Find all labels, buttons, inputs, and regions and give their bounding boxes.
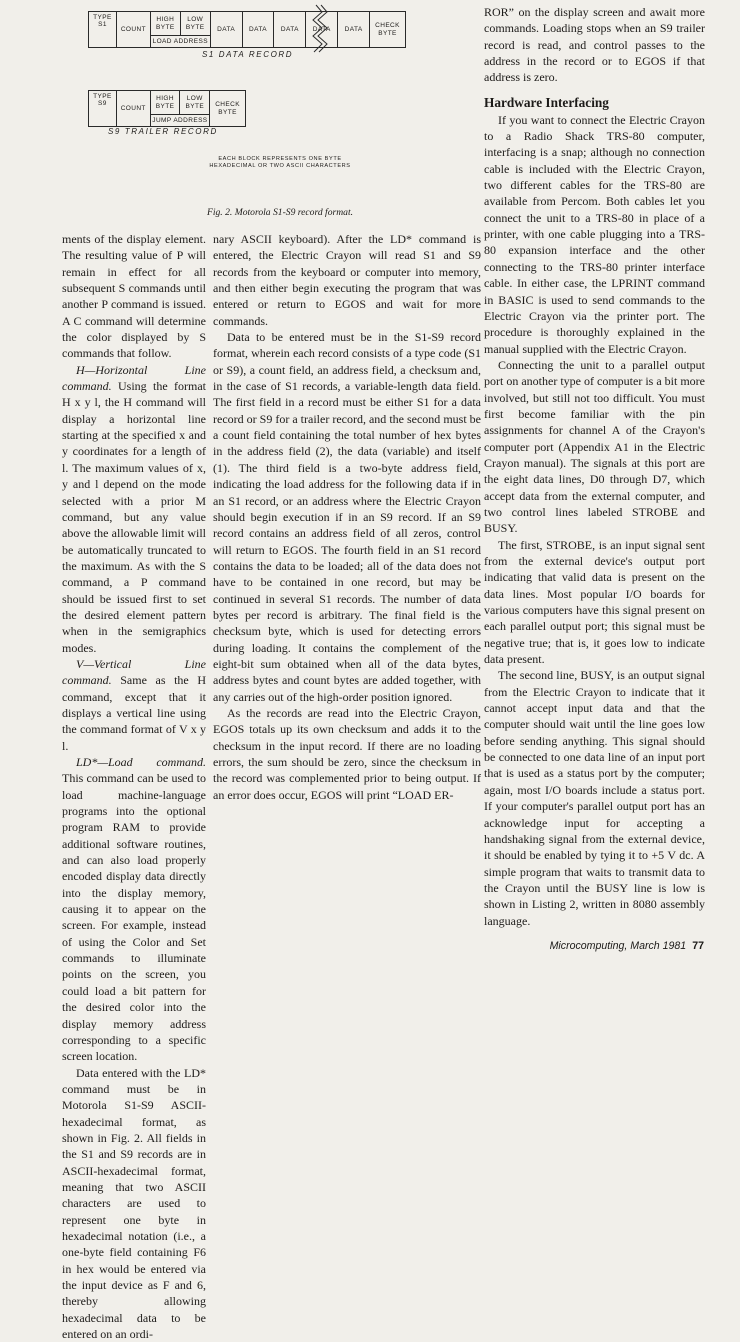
s9-record-diagram xyxy=(88,90,246,127)
s1-record-caption: S1 DATA RECORD xyxy=(202,50,294,59)
figure-note-line-1: EACH BLOCK REPRESENTS ONE BYTE xyxy=(218,156,342,162)
paragraph: ments of the display element. The resulting value of P will remain in effect for all subsequent S commands until another P command is issued. A C command will determine the color displayed by S commands that follow. xyxy=(62,232,206,361)
paragraph: Data to be entered must be in the S1-S9 record format, wherein each record consists of a type code (S1 or S9), a count field, an address field, a checksum and, in the case of S1 records, a variable-length data field. The first field in a record must be either S1 for a data record or S9 for a trailer record, and the second must be a count field containing the total number of hex bytes in the address field (2), the data (variable) and itself (1). The third field is a two-byte address field, indicating the load address for the following data if in an S1 record, or an address where the Electric Crayon should begin execution if in an S9 record. If an S9 record contains an address field of all zeros, control will return to EGOS. The fourth field in an S1 record contains the data to be loaded; all of the data does not have to be contained in one record, but may be continued in several S1 records. The number of data bytes per record is arbitrary. The final field is the checksum byte, which is used for detecting errors during loading. It contains the complement of the eight-bit sum obtained when all of the data bytes, address bytes and count bytes are added together, with any carries out of the high-order position ignored. xyxy=(213,330,481,704)
record-break-mark xyxy=(305,3,339,55)
page-footer xyxy=(550,940,704,952)
paragraph: Connecting the unit to a parallel output port on another type of computer is a bit more involved, but still not too difficult. You must first become familiar with the pin assignments for channel A of the Crayon's computer port (Appendix A1 in the Electric Crayon manual). The signals at this port are the eight data lines, D0 through D7, which accept data from the external computer, and two control lines labeled STROBE and BUSY. xyxy=(484,357,705,536)
command-heading: V—Vertical Line command. xyxy=(62,656,206,688)
s1-data-cell: DATA xyxy=(338,12,370,48)
magazine-issue: Microcomputing, March 1981 xyxy=(549,940,687,952)
s1-data-cell: DATA xyxy=(274,12,306,48)
paragraph-text: Same as the H command, except that it displays a vertical line using the command format of V x y l. xyxy=(62,673,206,753)
s9-check-byte-cell: CHECK BYTE xyxy=(210,91,246,127)
paragraph: The second line, BUSY, is an output signal from the Electric Crayon to indicate that it cannot accept input data and that the computer should wait until the line goes low before sending anything. This signal should be connected to one data line of an input port that is used as a status port by the computer; again, most I/O boards include a status port. If your computer's parallel output port has an acknowledge input for accepting a handshaking signal from the external device, it should be enabled by tying it to +5 V dc. A simple program that waits to transmit data to the Crayon until the BUSY line is low is shown in Listing 2, written in 8080 assembly language. xyxy=(484,668,705,928)
paragraph xyxy=(62,754,206,1065)
paragraph: nary ASCII keyboard). After the LD* command is entered, the Electric Crayon will read S1 and S9 records from the keyboard or computer into memory, and then either begin executing the program that was entered or return to EGOS and wait for more commands. xyxy=(213,232,481,328)
paragraph: ROR” on the display screen and await more commands. Loading stops when an S9 trailer record is read, and control passes to the address in the record or to EGOS if that address is zero. xyxy=(484,5,705,85)
figure-note-line-2: HEXADECIMAL OR TWO ASCII CHARACTERS xyxy=(209,163,351,169)
s1-high-byte-cell: HIGH BYTE xyxy=(150,12,180,36)
s1-check-byte-cell: CHECK BYTE xyxy=(370,12,406,48)
figure-caption: Fig. 2. Motorola S1-S9 record format. xyxy=(206,207,354,218)
page-number: 77 xyxy=(692,940,704,952)
s9-count-cell: COUNT xyxy=(116,91,150,127)
s1-data-cell: DATA xyxy=(210,12,242,48)
paragraph xyxy=(62,656,206,754)
s9-record-caption: S9 TRAILER RECORD xyxy=(108,127,218,136)
s9-jump-address-cell: JUMP ADDRESS xyxy=(150,115,210,127)
section-heading: Hardware Interfacing xyxy=(484,94,609,110)
s1-low-byte-cell: LOW BYTE xyxy=(180,12,210,36)
s1-data-cell: DATA xyxy=(306,12,338,48)
s9-low-byte-cell: LOW BYTE xyxy=(180,91,210,115)
s1-type-cell: TYPE S1 xyxy=(89,12,117,48)
article-column-1 xyxy=(62,231,206,1342)
paragraph: The first, STROBE, is an input signal sent from the external device's output port indicating that valid data is present on the data lines. Most popular I/O boards for various computers have this signal present on each parallel output port; this signal must be negative true; that is, it goes low to indicate data present. xyxy=(484,537,705,667)
article-column-2 xyxy=(213,231,481,803)
figure-2 xyxy=(0,0,482,222)
paragraph xyxy=(62,362,206,656)
paragraph: As the records are read into the Electric Crayon, EGOS totals up its own checksum and adds it to the checksum in the input record. If there are no loading errors, the sum should be zero, since the checksum in the record was complemented prior to being output. If an error does occur, EGOS will print “LOAD ER- xyxy=(213,705,481,802)
paragraph: Data entered with the LD* command must be in Motorola S1-S9 ASCII-hexadecimal format, as shown in Fig. 2. All fields in the S1 and S9 records are in ASCII-hexadecimal format, meaning that two ASCII characters are used to represent one byte in hexadecimal notation (i.e., a one-byte field containing F6 in hex would be entered via the input device as F and 6, thereby allowing hexadecimal data to be entered on an ordi- xyxy=(62,1065,206,1342)
s9-high-byte-cell: HIGH BYTE xyxy=(150,91,180,115)
s1-data-cell: DATA xyxy=(242,12,274,48)
paragraph-text: This command can be used to load machine-language programs into the optional program RAM to provide additional software routines, and can also load properly encoded display data directly into the display memory, causing it to appear on the screen. For example, instead of using the Color and Set commands to illuminate points on the screen, you could load a bit pattern for the desired color into the display memory address corresponding to a specific screen location. xyxy=(62,771,206,1064)
paragraph: If you want to connect the Electric Crayon to a Radio Shack TRS-80 computer, interfacing is a snap; although no connection cable is included with the Electric Crayon, two different cables for the TRS-80 are available from Percom. Both cables let you connect the unit to a TRS-80 in place of a printer, with one cable plugging into a TRS-80 expansion interface and the other connecting to the TRS-80 printer interface cable. In either case, the LPRINT command in BASIC is used to send commands to the Electric Crayon via the printer port. The procedure is thoroughly explained in the manual supplied with the Electric Crayon. xyxy=(484,112,705,356)
s1-count-cell: COUNT xyxy=(116,12,150,48)
article-column-3 xyxy=(484,4,705,929)
command-heading: H—Horizontal Line command. xyxy=(62,362,206,394)
paragraph-text: Using the format H x y l, the H command will display a horizontal line starting at the specified x and y coordinates for a length of l. The maximum values of x, y and l depend on the mode selected with a prior M command, but any value above the allowable limit will be automatically truncated to the maximum. As with the S command, a P command should be issued first to set the desired element pattern when in the semigraphics modes. xyxy=(62,379,206,655)
s1-record-diagram xyxy=(88,11,406,48)
s1-load-address-cell: LOAD ADDRESS xyxy=(150,36,210,48)
command-heading: LD*—Load command. xyxy=(76,755,206,769)
s9-type-cell: TYPE S9 xyxy=(89,91,117,127)
